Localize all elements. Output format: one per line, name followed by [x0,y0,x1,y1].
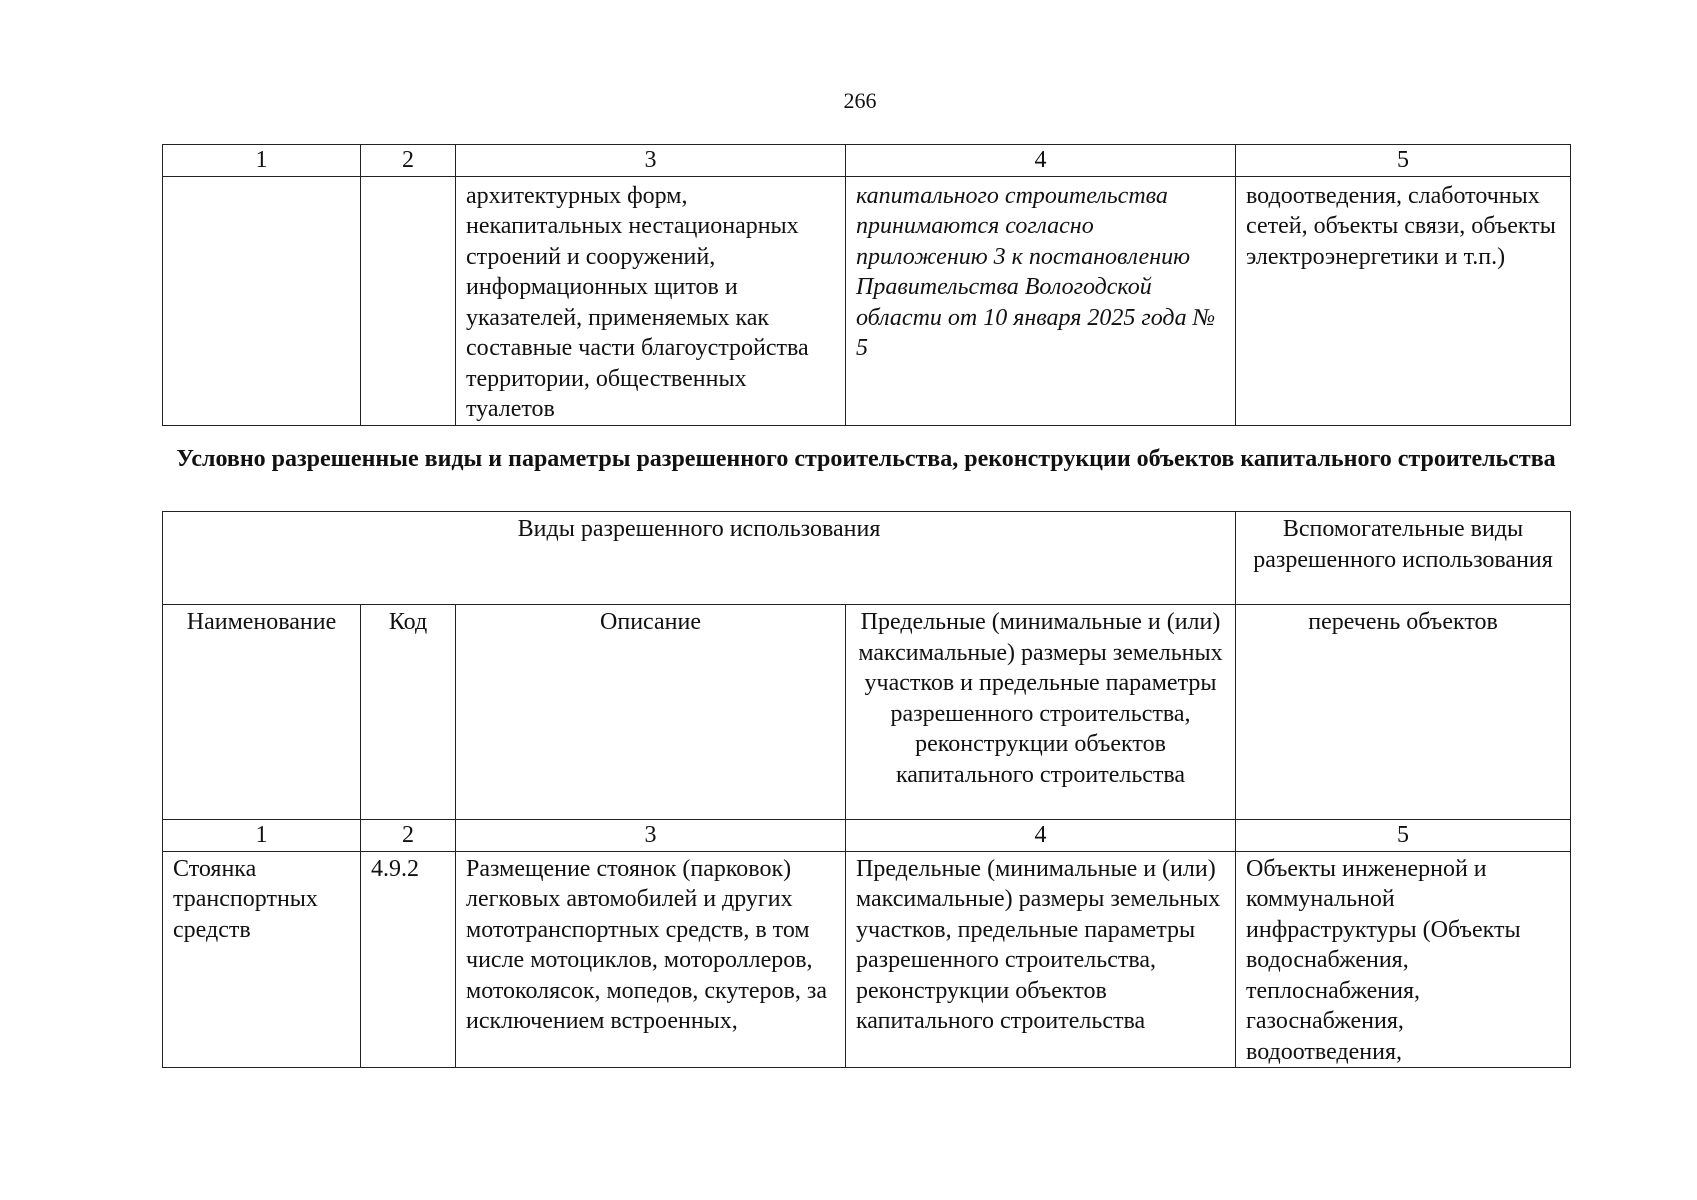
column-number-5: 5 [1236,145,1571,177]
cell-auxiliary: Объекты инженерной и коммунальной инфраструктуры (Объекты водоснабжения, теплоснабжения, газоснабжения, водоотведения, [1236,851,1571,1068]
column-number-row [163,145,1571,177]
cell-code: 4.9.2 [361,851,456,1068]
header-row [163,605,1571,820]
header-group-aux: Вспомогательные виды разрешенного использования [1236,512,1571,605]
header-group-main: Виды разрешенного использования [163,512,1236,605]
header-group-row [163,512,1571,605]
column-number-1: 1 [163,820,361,852]
cell-auxiliary: водоотведения, слаботочных сетей, объекты связи, объекты электроэнергетики и т.п.) [1236,176,1571,425]
table-row [163,176,1571,425]
cell-parameters: Предельные (минимальные и (или) максимальные) размеры земельных участков, предельные параметры разрешенного строительства, реконструкции объектов капитального строительства [846,851,1236,1068]
column-number-4: 4 [846,145,1236,177]
cell-description: архитектурных форм, некапитальных нестационарных строений и сооружений, информационных щитов и указателей, применяемых как составные части благоустройства территории, общественных туалетов [456,176,846,425]
column-number-row [163,820,1571,852]
section-heading: Условно разрешенные виды и параметры разрешенного строительства, реконструкции объектов капитального строительства [176,446,1556,472]
cell-parameters: капитального строительства принимаются согласно приложению 3 к постановлению Правительства Вологодской области от 10 января 2025 года № 5 [846,176,1236,425]
header-parameters: Предельные (минимальные и (или) максимальные) размеры земельных участков и предельные параметры разрешенного строительства, реконструкции объектов капитального строительства [846,605,1236,820]
column-number-2: 2 [361,820,456,852]
column-number-4: 4 [846,820,1236,852]
column-number-1: 1 [163,145,361,177]
cell-name [163,176,361,425]
header-code: Код [361,605,456,820]
header-auxiliary: перечень объектов [1236,605,1571,820]
cell-code [361,176,456,425]
cell-name: Стоянка транспортных средств [163,851,361,1068]
page-number: 266 [843,88,877,113]
column-number-3: 3 [456,145,846,177]
column-number-5: 5 [1236,820,1571,852]
column-number-2: 2 [361,145,456,177]
cell-description: Размещение стоянок (парковок) легковых автомобилей и других мототранспортных средств, в том числе мотоциклов, мотороллеров, мотоколясок, мопедов, скутеров, за исключением встроенных, [456,851,846,1068]
header-name: Наименование [163,605,361,820]
continued-table [162,144,1571,426]
header-description: Описание [456,605,846,820]
column-number-3: 3 [456,820,846,852]
table-row [163,851,1571,1068]
conditional-uses-table [162,511,1571,1068]
